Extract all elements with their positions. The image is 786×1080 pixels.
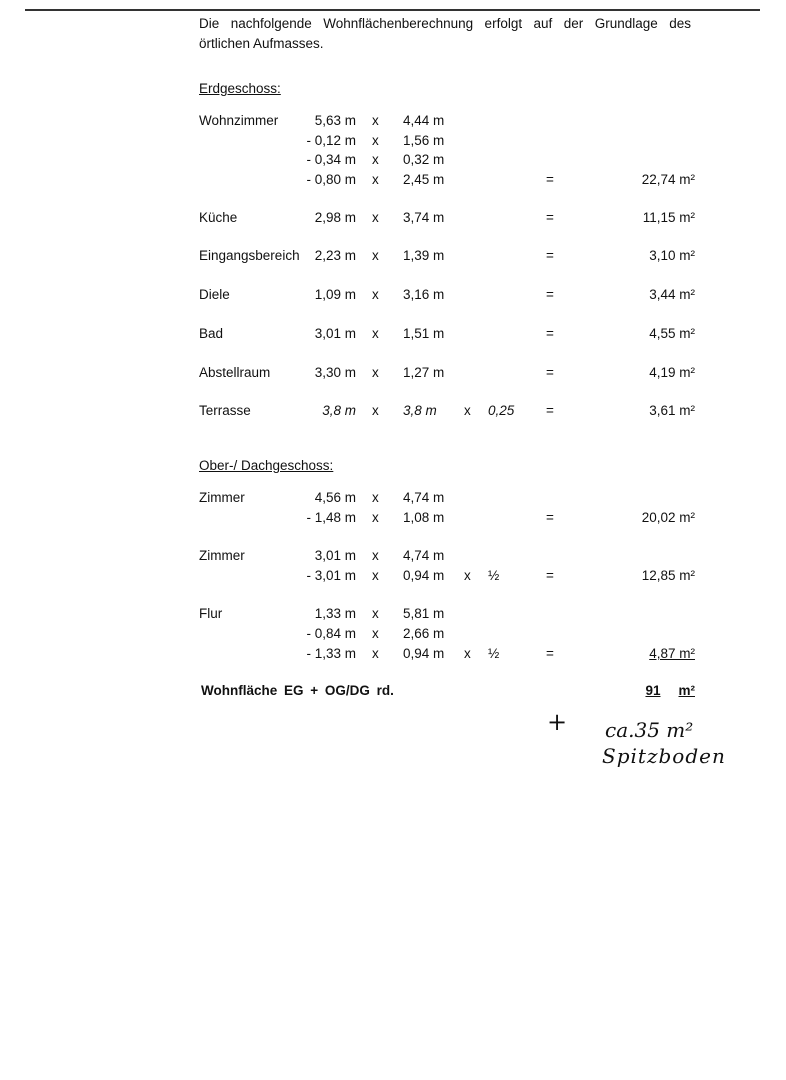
times-sign: x <box>464 646 471 661</box>
result-value: 3,10 m² <box>649 248 695 263</box>
intro-line-2: örtlichen Aufmasses. <box>199 36 324 51</box>
factor-a: 2,23 m <box>314 248 356 263</box>
times-sign: x <box>372 133 379 148</box>
handwritten-plus: + <box>547 708 568 736</box>
factor-b: 5,81 m <box>403 606 445 621</box>
factor-a: 3,01 m <box>314 548 356 563</box>
equals-sign: = <box>546 248 554 263</box>
times-sign: x <box>372 152 379 167</box>
times-sign: x <box>372 248 379 263</box>
row-label: Abstellraum <box>199 365 271 380</box>
factor-b: 2,45 m <box>403 172 445 187</box>
equals-sign: = <box>546 210 554 225</box>
equals-sign: = <box>546 172 554 187</box>
factor-b: 3,74 m <box>403 210 445 225</box>
times-sign: x <box>372 326 379 341</box>
times-sign: x <box>372 548 379 563</box>
factor-b: 3,16 m <box>403 287 445 302</box>
factor-b: 4,44 m <box>403 113 445 128</box>
factor-b: 1,27 m <box>403 365 445 380</box>
row-label: Wohnzimmer <box>199 113 279 128</box>
factor-a: 2,98 m <box>314 210 356 225</box>
factor-b: 4,74 m <box>403 548 445 563</box>
times-sign: x <box>372 287 379 302</box>
times-sign: x <box>372 606 379 621</box>
handwritten-amount: ca.35 m² <box>605 718 694 742</box>
times-sign: x <box>372 510 379 525</box>
times-sign: x <box>372 646 379 661</box>
equals-sign: = <box>546 287 554 302</box>
intro-paragraph <box>199 14 691 54</box>
factor-b: 0,32 m <box>403 152 445 167</box>
result-value: 4,55 m² <box>649 326 695 341</box>
factor-a: - 1,33 m <box>306 646 356 661</box>
row-label: Bad <box>199 326 224 341</box>
factor-a: - 0,34 m <box>306 152 356 167</box>
factor-c: ½ <box>488 646 500 661</box>
factor-b: 4,74 m <box>403 490 445 505</box>
row-label: Zimmer <box>199 490 245 505</box>
total-unit: m² <box>678 683 695 698</box>
result-value: 4,87 m² <box>649 646 695 661</box>
factor-c: 0,25 <box>488 403 515 418</box>
equals-sign: = <box>546 568 554 583</box>
section-heading-og: Ober-/ Dachgeschoss: <box>199 458 334 473</box>
row-label: Diele <box>199 287 230 302</box>
handwritten-spitzboden: Spitzboden <box>602 744 726 768</box>
result-value: 11,15 m² <box>642 210 695 225</box>
times-sign: x <box>372 113 379 128</box>
factor-a: - 0,80 m <box>306 172 356 187</box>
times-sign: x <box>372 365 379 380</box>
row-label: Zimmer <box>199 548 245 563</box>
equals-sign: = <box>546 646 554 661</box>
top-rule <box>25 9 760 11</box>
times-sign: x <box>464 568 471 583</box>
factor-b: 1,39 m <box>403 248 445 263</box>
factor-b: 3,8 m <box>403 403 437 418</box>
times-sign: x <box>372 568 379 583</box>
factor-b: 1,08 m <box>403 510 445 525</box>
times-sign: x <box>372 490 379 505</box>
result-value: 22,74 m² <box>641 172 695 187</box>
factor-b: 1,56 m <box>403 133 445 148</box>
factor-b: 0,94 m <box>403 646 445 661</box>
equals-sign: = <box>546 403 554 418</box>
total-number: 91 <box>645 683 661 698</box>
total-label: Wohnfläche EG + OG/DG rd. <box>201 683 394 698</box>
factor-b: 1,51 m <box>403 326 445 341</box>
row-label: Terrasse <box>199 403 251 418</box>
times-sign: x <box>464 403 471 418</box>
times-sign: x <box>372 172 379 187</box>
factor-b: 2,66 m <box>403 626 445 641</box>
intro-line-1: Die nachfolgende Wohnflächenberechnung erfolgt auf der Grundlage des <box>199 16 691 31</box>
factor-a: 3,30 m <box>314 365 356 380</box>
factor-b: 0,94 m <box>403 568 445 583</box>
times-sign: x <box>372 626 379 641</box>
factor-c: ½ <box>488 568 500 583</box>
factor-a: - 1,48 m <box>306 510 356 525</box>
result-value: 4,19 m² <box>649 365 695 380</box>
times-sign: x <box>372 210 379 225</box>
factor-a: 4,56 m <box>314 490 356 505</box>
factor-a: 1,09 m <box>314 287 356 302</box>
section-heading-eg: Erdgeschoss: <box>199 81 281 96</box>
row-label: Eingangsbereich <box>199 248 300 263</box>
equals-sign: = <box>546 510 554 525</box>
factor-a: - 0,12 m <box>306 133 356 148</box>
row-label: Flur <box>199 606 223 621</box>
result-value: 12,85 m² <box>641 568 695 583</box>
equals-sign: = <box>546 365 554 380</box>
factor-a: 5,63 m <box>314 113 356 128</box>
result-value: 20,02 m² <box>641 510 695 525</box>
factor-a: - 3,01 m <box>306 568 356 583</box>
factor-a: 3,8 m <box>322 403 356 418</box>
equals-sign: = <box>546 326 554 341</box>
factor-a: 1,33 m <box>314 606 356 621</box>
result-value: 3,61 m² <box>649 403 695 418</box>
result-value: 3,44 m² <box>649 287 695 302</box>
factor-a: - 0,84 m <box>306 626 356 641</box>
row-label: Küche <box>199 210 238 225</box>
total-value <box>625 683 695 698</box>
factor-a: 3,01 m <box>314 326 356 341</box>
times-sign: x <box>372 403 379 418</box>
